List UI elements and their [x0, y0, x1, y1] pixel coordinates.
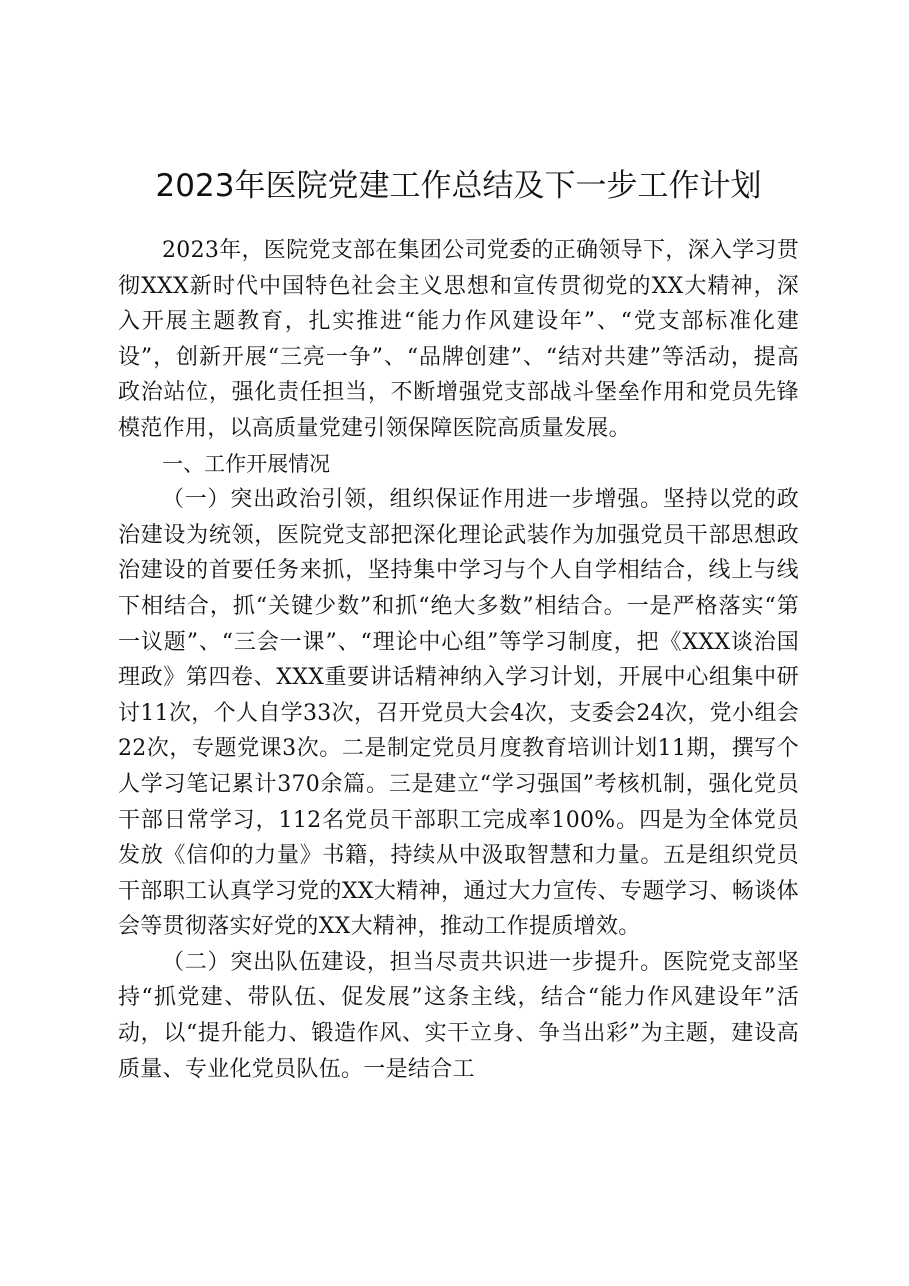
section-heading: 一、工作开展情况 [162, 451, 331, 476]
intro-paragraph: 2023年，医院党支部在集团公司党委的正确领导下，深入学习贯彻XXX新时代中国特色社会主义思想和宣传贯彻党的XX大精神，深入开展主题教育，扎实推进“能力作风建设年”、“党支部标准化建设”，创新开展“三亮一争”、“品牌创建”、“结对共建”等活动，提高政治站位，强化责任担当，不断增强党支部战斗堡垒作用和党员先锋模范作用，以高质量党建引领保障医院高质量发展。 [118, 238, 799, 441]
body-paragraph: （二）突出队伍建设，担当尽责共识进一步提升。医院党支部坚持“抓党建、带队伍、促发展”这条主线，结合“能力作风建设年”活动，以“提升能力、锻造作风、实干立身、争当出彩”为主题，建设高质量、专业化党员队伍。一是结合工 [118, 949, 799, 1082]
body-paragraph: （一）突出政治引领，组织保证作用进一步增强。坚持以党的政治建设为统领，医院党支部把深化理论武装作为加强党员干部思想政治建设的首要任务来抓，坚持集中学习与个人自学相结合，线上与线下相结合，抓“关键少数”和抓“绝大多数”相结合。一是严格落实“第一议题”、“三会一课”、“理论中心组”等学习制度，把《XXX谈治国理政》第四卷、XXX重要讲话精神纳入学习计划，开展中心组集中研讨11次，个人自学33次，召开党员大会4次，支委会24次，党小组会22次，专题党课3次。二是制定党员月度教育培训计划11期，撰写个人学习笔记累计370余篇。三是建立“学习强国”考核机制，强化党员干部日常学习，112名党员干部职工完成率100%。四是为全体党员发放《信仰的力量》书籍，持续从中汲取智慧和力量。五是组织党员干部职工认真学习党的XX大精神，通过大力宣传、专题学习、畅谈体会等贯彻落实好党的XX大精神，推动工作提质增效。 [118, 487, 799, 940]
document-title: 2023年医院党建工作总结及下一步工作计划 [155, 168, 762, 204]
